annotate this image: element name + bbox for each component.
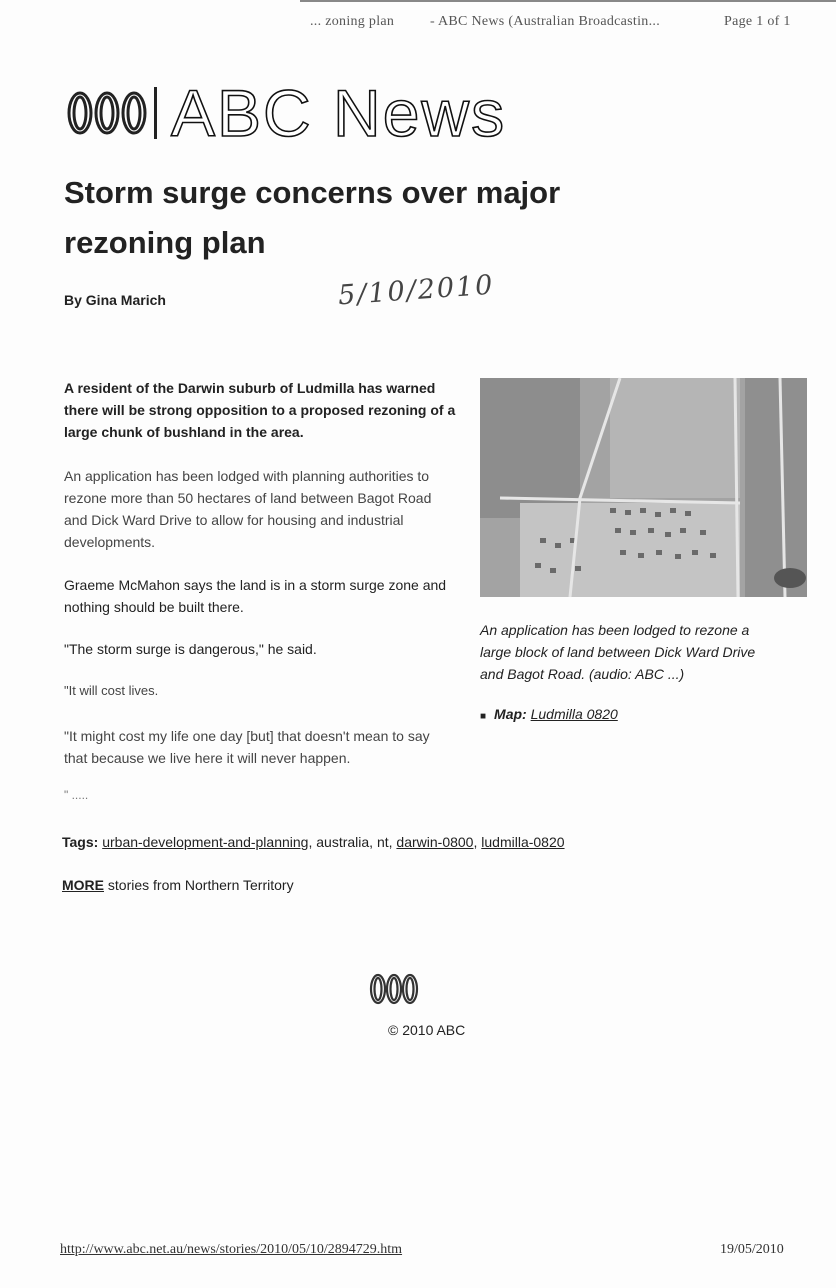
paragraph-3: "The storm surge is dangerous," he said. <box>64 641 317 657</box>
paragraph-2: Graeme McMahon says the land is in a storm surge zone and nothing should be built there. <box>64 577 447 615</box>
print-header-title: - ABC News (Australian Broadcastin... <box>430 14 661 29</box>
tags-row: Tags: urban-development-and-planning, australia, nt, darwin-0800, ludmilla-0820 <box>62 834 565 850</box>
bullet-icon: ■ <box>480 711 487 722</box>
headline-line-1: Storm surge concerns over major <box>64 175 561 210</box>
paragraph-4: "It will cost lives. <box>64 683 159 698</box>
tag-link[interactable]: ludmilla-0820 <box>481 834 565 850</box>
more-label: MORE <box>62 877 104 893</box>
print-header-left: ... zoning plan <box>310 14 395 29</box>
print-footer-date: 19/05/2010 <box>720 1242 784 1257</box>
paragraph-1: An application has been lodged with planning authorities to rezone more than 50 hectares of land between Bagot Road and Dick Ward Drive to allow for housing and industrial developments. <box>64 468 432 550</box>
tag-link[interactable]: australia <box>316 834 370 850</box>
footer-logo <box>368 972 420 1011</box>
photo-caption: An application has been lodged to rezone a large block of land between Dick Ward Drive and Bagot Road. (audio: ABC ...) <box>480 622 756 682</box>
abc-lissajous-logo-icon <box>368 972 420 1006</box>
brand-wordmark: ABC News <box>171 76 507 150</box>
tag-link[interactable]: urban-development-and-planning <box>102 834 309 850</box>
site-logo[interactable] <box>64 76 507 150</box>
map-label: Map: <box>494 706 527 722</box>
tag-link[interactable]: nt <box>376 834 389 850</box>
lead-paragraph: A resident of the Darwin suburb of Ludmilla has warned there will be strong opposition to a proposed rezoning of a large chunk of bushland in the area. <box>64 380 456 440</box>
headline-line-2: rezoning plan <box>64 225 266 260</box>
article-headline <box>64 168 704 268</box>
logo-divider <box>154 87 157 139</box>
copyright: © 2010 ABC <box>388 1022 466 1038</box>
byline: By Gina Marich <box>64 292 166 308</box>
tags-label: Tags: <box>62 834 99 850</box>
print-footer-url: http://www.abc.net.au/news/stories/2010/05/10/2894729.htm <box>60 1242 403 1257</box>
map-link-row <box>480 706 618 722</box>
tag-link[interactable]: darwin-0800 <box>396 834 474 850</box>
aerial-photo-image <box>480 378 807 597</box>
paragraph-5: "It might cost my life one day [but] that doesn't mean to say that because we live here it will never happen. <box>64 728 430 766</box>
handwritten-date: 5/10/2010 <box>337 269 496 312</box>
aerial-photo[interactable] <box>480 378 807 597</box>
map-link[interactable]: Ludmilla 0820 <box>530 706 618 722</box>
print-header-page: Page 1 of 1 <box>724 14 791 29</box>
more-text: stories from Northern Territory <box>107 877 294 893</box>
more-stories-link[interactable] <box>62 877 294 893</box>
header-rule <box>300 0 836 2</box>
abc-lissajous-logo-icon <box>64 88 150 138</box>
paragraph-6: " ..... <box>64 788 89 802</box>
